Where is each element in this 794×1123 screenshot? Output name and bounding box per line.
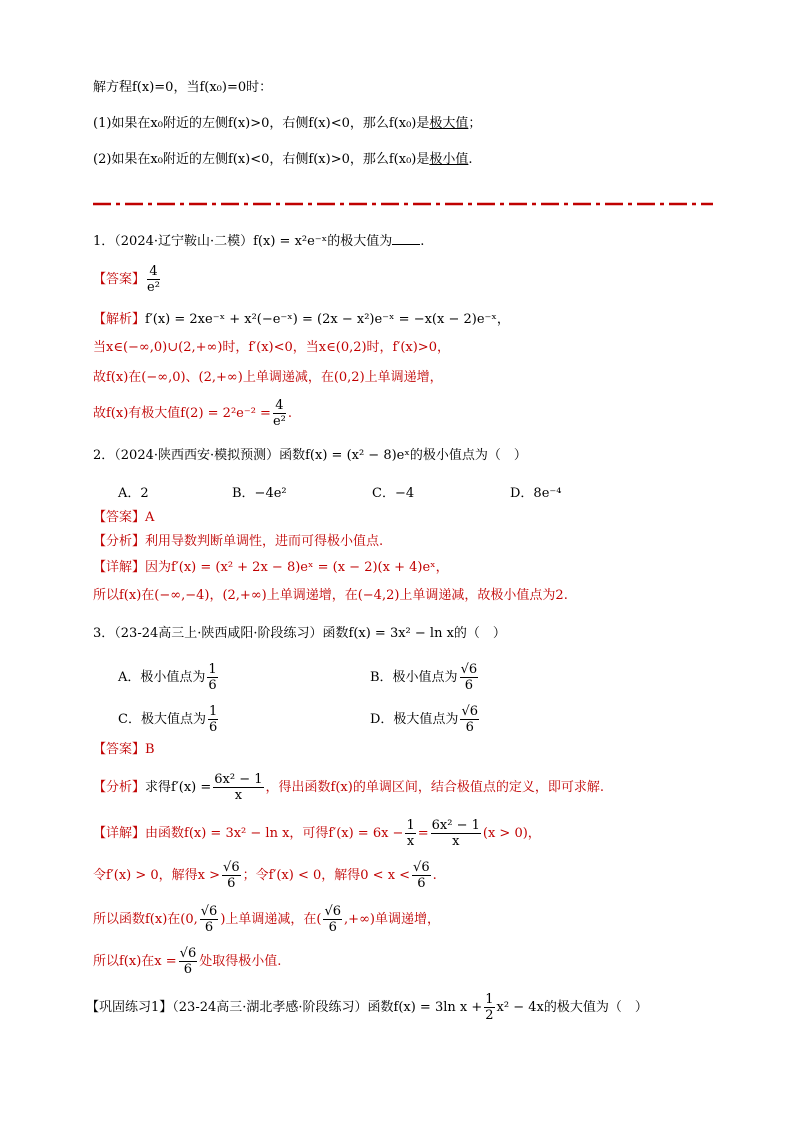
choice-label: B．极小值点为 xyxy=(370,670,458,685)
intro-line-2-text: (1)如果在x₀附近的左侧f(x)>0，右侧f(x)<0，那么f(x₀)是 xyxy=(93,116,430,131)
q1-analysis-2: 当x∈(−∞,0)∪(2,+∞)时，f′(x)<0，当x∈(0,2)时，f′(x)>0， xyxy=(93,340,450,355)
q1-question: 的极大值为 xyxy=(327,234,393,249)
xiangjie-text: 因为f′(x) = (x² + 2x − 8)eˣ = (x − 2)(x + 4)eˣ， xyxy=(145,560,449,575)
choice-fraction xyxy=(460,662,479,693)
fenxi-label: 【分析】 xyxy=(93,534,146,549)
q1-stem-end: . xyxy=(420,234,425,249)
frac-den: e² xyxy=(272,414,286,429)
max-value-term: 极大值 xyxy=(429,116,469,131)
xiangjie-label: 【详解】 xyxy=(93,560,146,575)
frac-den: x xyxy=(234,788,243,803)
choice-label: D．极大值点为 xyxy=(370,712,459,727)
q3-stem: 3．（23-24高三上·陕西咸阳·阶段练习）函数f(x) = 3x² − ln x的（ ） xyxy=(93,626,506,641)
choice-fraction xyxy=(460,704,479,735)
xiangjie-2a: 令f′(x) > 0，解得x > xyxy=(93,868,221,883)
frac-den: e² xyxy=(147,280,160,295)
q1-source: 1．（2024·辽宁鞍山·二模） xyxy=(93,234,254,249)
q2-xiangjie-2: 所以f(x)在(−∞,−4)，(2,+∞)上单调递增，在(−4,2)上单调递减，故极小值点为2. xyxy=(93,588,568,603)
frac-den: 6 xyxy=(417,876,426,891)
analysis-text: f′(x) = 2xe⁻ˣ + x²(−e⁻ˣ) = (2x − x²)e⁻ˣ = −x(x − 2)e⁻ˣ， xyxy=(145,312,510,327)
xiangjie-2b: ；令f′(x) < 0，解得0 < x < xyxy=(242,868,411,883)
answer-blank xyxy=(392,232,420,245)
xiangjie-2-frac-1 xyxy=(222,860,241,891)
q3-fenxi xyxy=(93,772,714,803)
xiangjie-2-frac-2 xyxy=(412,860,431,891)
frac-num: √6 xyxy=(324,904,342,919)
q3-choice-a[interactable] xyxy=(118,662,220,693)
fenxi-fraction xyxy=(213,772,263,803)
q3-choice-d[interactable] xyxy=(370,704,481,735)
frac-num: 1 xyxy=(485,992,494,1007)
answer-label: 【答案】 xyxy=(93,742,146,757)
q2-choice-d[interactable]: D．8e⁻⁴ xyxy=(510,486,562,501)
xiangjie-2c: . xyxy=(432,868,437,883)
analysis-4-fraction xyxy=(273,398,286,429)
analysis-label: 【解析】 xyxy=(93,312,146,327)
q1-analysis-3: 故f(x)在(−∞,0)、(2,+∞)上单调递减，在(0,2)上单调递增， xyxy=(93,370,443,385)
frac-num: √6 xyxy=(413,860,430,875)
q2-choice-a[interactable]: A．2 xyxy=(118,486,149,501)
xiangjie-3b: )上单调递减，在( xyxy=(220,912,322,927)
frac-num: √6 xyxy=(223,860,240,875)
choice-fraction xyxy=(208,704,218,735)
frac-den: 6 xyxy=(465,720,474,735)
xiangjie-4a: 所以f(x)在x = xyxy=(93,954,177,969)
xiangjie-3a: 所以函数f(x)在(0, xyxy=(93,912,198,927)
q2-stem: 2．（2024·陕西西安·模拟预测）函数f(x) = (x² − 8)eˣ的极小值点为（ ） xyxy=(93,448,527,463)
frac-num: 1 xyxy=(208,662,217,677)
frac-num: 6x² − 1 xyxy=(214,772,263,787)
q2-choice-c[interactable]: C．−4 xyxy=(372,486,415,501)
frac-den: x xyxy=(406,834,415,849)
q3-xiangjie-4 xyxy=(93,946,714,977)
q3-xiangjie-3 xyxy=(93,904,714,935)
analysis-4-end: . xyxy=(287,406,292,421)
q1-function: f(x) = x²e⁻ˣ xyxy=(253,234,328,249)
intro-line-2-end: ； xyxy=(468,116,482,131)
frac-num: √6 xyxy=(179,946,197,961)
q1-answer xyxy=(93,264,714,295)
q1-stem xyxy=(93,232,714,252)
intro-line-3 xyxy=(93,150,714,170)
intro-line-2 xyxy=(93,114,714,134)
frac-den: 6 xyxy=(204,920,214,935)
answer-value: A xyxy=(145,510,155,525)
frac-num: 4 xyxy=(273,398,286,414)
q1-answer-fraction xyxy=(147,264,160,295)
choice-label: C．极大值点为 xyxy=(118,712,206,727)
q3-xiangjie-1 xyxy=(93,818,714,849)
analysis-4-text: 故f(x)有极大值f(2) = 2²e⁻² = xyxy=(93,406,271,421)
xiangjie-4b: 处取得极小值. xyxy=(199,954,282,969)
xiangjie-3c: ,+∞)单调递增， xyxy=(344,912,440,927)
intro-line-3-end: . xyxy=(468,152,473,167)
q2-fenxi xyxy=(93,532,714,552)
min-value-term: 极小值 xyxy=(429,152,469,167)
intro-line-3-text: (2)如果在x₀附近的左侧f(x)<0，右侧f(x)>0，那么f(x₀)是 xyxy=(93,152,430,167)
answer-value: B xyxy=(145,742,155,757)
frac-den: 6 xyxy=(208,720,218,735)
frac-den: 6 xyxy=(208,678,217,693)
frac-den: x xyxy=(452,834,460,849)
q3-choice-b[interactable] xyxy=(370,662,480,693)
frac-num: √6 xyxy=(200,904,218,919)
xiangjie-label: 【详解】 xyxy=(93,826,146,841)
frac-den: 6 xyxy=(328,920,337,935)
frac-num: 1 xyxy=(406,818,415,833)
q3-choice-c[interactable] xyxy=(118,704,220,735)
practice-stem-b: x² − 4x的极大值为（ ） xyxy=(496,1000,648,1015)
frac-den: 2 xyxy=(485,1008,494,1023)
frac-den: 6 xyxy=(227,876,236,891)
frac-num: 4 xyxy=(147,264,160,280)
xiangjie-4-frac xyxy=(179,946,198,977)
practice-half xyxy=(484,992,494,1023)
answer-label: 【答案】 xyxy=(93,510,146,525)
xiangjie-1-frac-2 xyxy=(431,818,481,849)
xiangjie-3-frac-2 xyxy=(323,904,342,935)
answer-label: 【答案】 xyxy=(93,272,146,287)
xiangjie-1-frac-1 xyxy=(405,818,415,849)
q1-analysis-4 xyxy=(93,398,714,429)
fenxi-label: 【分析】 xyxy=(93,780,146,795)
section-divider xyxy=(93,202,713,206)
fenxi-text: 利用导数判断单调性，进而可得极小值点. xyxy=(145,534,384,549)
frac-num: 6x² − 1 xyxy=(431,818,480,833)
fenxi-text-b: ，得出函数f(x)的单调区间，结合极值点的定义，即可求解. xyxy=(265,780,604,795)
xiangjie-1b: = xyxy=(417,826,429,841)
choice-label: A．极小值点为 xyxy=(118,670,206,685)
frac-den: 6 xyxy=(464,678,473,693)
frac-num: √6 xyxy=(460,662,478,677)
intro-line-1: 解方程f(x)=0，当f(x₀)=0时： xyxy=(93,80,273,95)
choice-fraction xyxy=(207,662,217,693)
frac-den: 6 xyxy=(183,962,193,977)
practice-stem-a: 【巩固练习1】（23-24高三·湖北孝感·阶段练习）函数f(x) = 3ln x + xyxy=(86,1000,483,1015)
q2-choice-b[interactable]: B．−4e² xyxy=(232,486,287,501)
q3-answer xyxy=(93,740,714,760)
q2-xiangjie-1 xyxy=(93,558,714,578)
fenxi-text-a: 求得f′(x) = xyxy=(145,780,212,795)
xiangjie-3-frac-1 xyxy=(200,904,219,935)
q1-analysis-1 xyxy=(93,310,714,330)
frac-num: √6 xyxy=(461,704,478,719)
practice-stem xyxy=(86,992,714,1023)
q3-xiangjie-2 xyxy=(93,860,714,891)
q2-answer xyxy=(93,508,714,528)
frac-num: 1 xyxy=(208,704,218,719)
xiangjie-1a: 由函数f(x) = 3x² − ln x，可得f′(x) = 6x − xyxy=(145,826,404,841)
xiangjie-1c: (x > 0)， xyxy=(482,826,541,841)
